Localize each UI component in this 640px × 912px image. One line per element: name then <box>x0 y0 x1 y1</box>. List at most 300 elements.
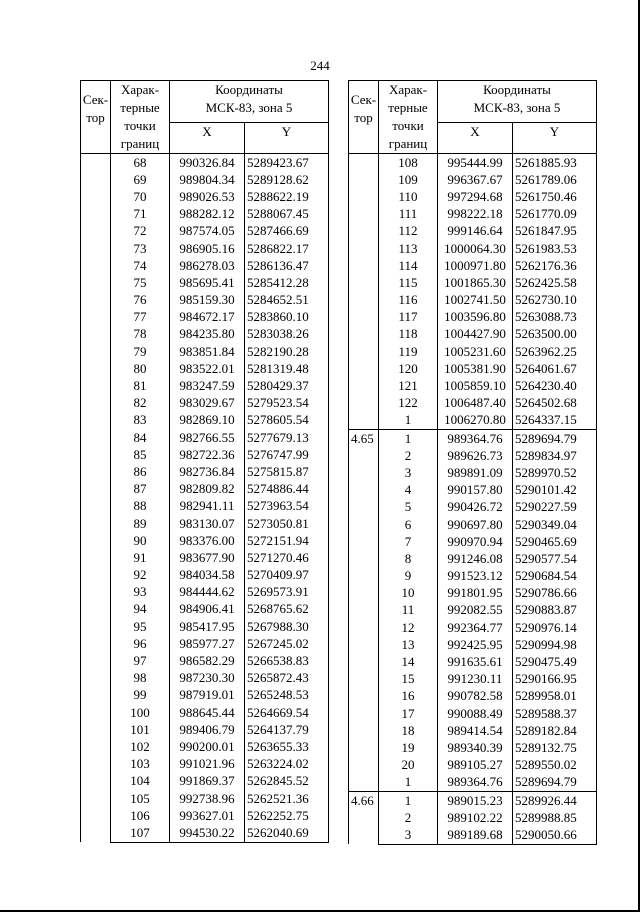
x-coordinate: 985695.41 <box>170 274 245 291</box>
table-row <box>81 824 329 842</box>
table-row <box>81 429 329 446</box>
table-row <box>349 533 597 550</box>
table-row <box>349 240 597 257</box>
point-number: 72 <box>111 223 170 240</box>
x-coordinate: 995444.99 <box>438 154 513 172</box>
y-coordinate: 5289926.44 <box>513 791 597 809</box>
y-coordinate: 5261750.46 <box>513 188 597 205</box>
x-coordinate: 1002741.50 <box>438 292 513 309</box>
y-header: Y <box>245 123 329 154</box>
x-coordinate: 991869.37 <box>170 773 245 790</box>
x-coordinate: 998222.18 <box>438 206 513 223</box>
x-coordinate: 990326.84 <box>170 154 245 172</box>
table-row <box>349 499 597 516</box>
x-coordinate: 984444.62 <box>170 584 245 601</box>
table-row <box>349 739 597 756</box>
coordinates-header: Координаты МСК-83, зона 5 <box>170 81 329 123</box>
sector-cell <box>349 791 379 844</box>
y-coordinate: 5272151.94 <box>245 532 329 549</box>
y-coordinate: 5290465.69 <box>513 533 597 550</box>
table-row <box>81 721 329 738</box>
table-row <box>349 791 597 809</box>
x-coordinate: 985417.95 <box>170 618 245 635</box>
point-number: 85 <box>111 446 170 463</box>
x-coordinate: 986582.29 <box>170 652 245 669</box>
point-number: 13 <box>379 636 438 653</box>
y-coordinate: 5288067.45 <box>245 206 329 223</box>
x-coordinate: 1004427.90 <box>438 326 513 343</box>
table-row <box>81 377 329 394</box>
x-coordinate: 982722.36 <box>170 446 245 463</box>
x-coordinate: 993627.01 <box>170 807 245 824</box>
x-coordinate: 983376.00 <box>170 532 245 549</box>
x-coordinate: 985977.27 <box>170 635 245 652</box>
point-number: 75 <box>111 274 170 291</box>
point-number: 90 <box>111 532 170 549</box>
point-number: 87 <box>111 481 170 498</box>
x-coordinate: 997294.68 <box>438 188 513 205</box>
sector-cell <box>349 430 379 792</box>
point-number: 73 <box>111 240 170 257</box>
point-number: 102 <box>111 738 170 755</box>
y-coordinate: 5261789.06 <box>513 171 597 188</box>
table-row <box>81 549 329 566</box>
table-row <box>349 326 597 343</box>
table-row <box>81 171 329 188</box>
point-number: 68 <box>111 154 170 172</box>
sector-label <box>349 154 378 156</box>
y-coordinate: 5264230.40 <box>513 377 597 394</box>
point-number: 2 <box>379 447 438 464</box>
x-coordinate: 1005859.10 <box>438 377 513 394</box>
point-number: 113 <box>379 240 438 257</box>
table-row <box>349 757 597 774</box>
table-row <box>349 395 597 412</box>
y-coordinate: 5274886.44 <box>245 481 329 498</box>
point-number: 16 <box>379 688 438 705</box>
x-coordinate: 989189.68 <box>438 826 513 844</box>
table-row <box>81 292 329 309</box>
point-number: 119 <box>379 343 438 360</box>
x-coordinate: 985159.30 <box>170 292 245 309</box>
table-row <box>349 360 597 377</box>
point-number: 17 <box>379 705 438 722</box>
y-coordinate: 5285412.28 <box>245 274 329 291</box>
table-row <box>81 687 329 704</box>
table-row <box>349 722 597 739</box>
point-number: 70 <box>111 188 170 205</box>
point-number: 69 <box>111 171 170 188</box>
table-row <box>81 704 329 721</box>
table-row <box>81 738 329 755</box>
table-row <box>349 705 597 722</box>
point-number: 76 <box>111 292 170 309</box>
table-row <box>81 807 329 824</box>
x-coordinate: 988282.12 <box>170 206 245 223</box>
point-number: 91 <box>111 549 170 566</box>
table-row <box>81 309 329 326</box>
table-row <box>349 223 597 240</box>
point-number: 121 <box>379 377 438 394</box>
table-row <box>349 188 597 205</box>
table-row <box>81 206 329 223</box>
x-coordinate: 1000064.30 <box>438 240 513 257</box>
point-number: 7 <box>379 533 438 550</box>
table-row <box>349 568 597 585</box>
table-row <box>81 532 329 549</box>
x-coordinate: 1000971.80 <box>438 257 513 274</box>
point-number: 94 <box>111 601 170 618</box>
table-row <box>81 515 329 532</box>
x-coordinate: 990088.49 <box>438 705 513 722</box>
table-row <box>349 619 597 636</box>
point-number: 110 <box>379 188 438 205</box>
y-coordinate: 5290786.66 <box>513 585 597 602</box>
y-coordinate: 5262730.10 <box>513 292 597 309</box>
table-row <box>81 240 329 257</box>
x-coordinate: 982736.84 <box>170 463 245 480</box>
point-number: 88 <box>111 498 170 515</box>
y-coordinate: 5289588.37 <box>513 705 597 722</box>
x-coordinate: 990157.80 <box>438 482 513 499</box>
y-coordinate: 5290101.42 <box>513 482 597 499</box>
table-row <box>349 154 597 172</box>
x-coordinate: 986278.03 <box>170 257 245 274</box>
y-coordinate: 5277679.13 <box>245 429 329 446</box>
x-coordinate: 1006270.80 <box>438 412 513 430</box>
x-coordinate: 982809.82 <box>170 481 245 498</box>
point-number: 74 <box>111 257 170 274</box>
point-number: 105 <box>111 790 170 807</box>
sector-header <box>81 81 111 154</box>
x-coordinate: 984672.17 <box>170 309 245 326</box>
table-row <box>349 688 597 705</box>
x-coordinate: 982869.10 <box>170 412 245 429</box>
x-coordinate: 983851.84 <box>170 343 245 360</box>
y-coordinate: 5263500.00 <box>513 326 597 343</box>
table-row <box>81 412 329 429</box>
y-coordinate: 5289694.79 <box>513 430 597 448</box>
coordinates-header: Координаты МСК-83, зона 5 <box>438 81 597 123</box>
x-coordinate: 992082.55 <box>438 602 513 619</box>
y-coordinate: 5289423.67 <box>245 154 329 172</box>
point-number: 3 <box>379 826 438 844</box>
y-coordinate: 5266538.83 <box>245 652 329 669</box>
y-coordinate: 5282190.28 <box>245 343 329 360</box>
x-coordinate: 989105.27 <box>438 757 513 774</box>
y-coordinate: 5281319.48 <box>245 360 329 377</box>
table-row <box>81 360 329 377</box>
table-row <box>81 446 329 463</box>
point-number: 19 <box>379 739 438 756</box>
coordinates-table-left <box>80 80 329 843</box>
y-coordinate: 5263224.02 <box>245 756 329 773</box>
y-coordinate: 5262252.75 <box>245 807 329 824</box>
table-row <box>81 223 329 240</box>
point-number: 10 <box>379 585 438 602</box>
y-coordinate: 5290349.04 <box>513 516 597 533</box>
point-number: 109 <box>379 171 438 188</box>
point-number: 11 <box>379 602 438 619</box>
table-row <box>349 482 597 499</box>
table-row <box>349 602 597 619</box>
y-coordinate: 5273050.81 <box>245 515 329 532</box>
y-coordinate: 5264669.54 <box>245 704 329 721</box>
y-coordinate: 5261847.95 <box>513 223 597 240</box>
sector-header-line: тор <box>86 110 105 125</box>
x-coordinate: 991246.08 <box>438 550 513 567</box>
x-coordinate: 989364.76 <box>438 774 513 792</box>
x-coordinate: 991801.95 <box>438 585 513 602</box>
page-number: 244 <box>310 58 330 73</box>
y-coordinate: 5290994.98 <box>513 636 597 653</box>
y-coordinate: 5290227.59 <box>513 499 597 516</box>
x-coordinate: 989626.73 <box>438 447 513 464</box>
y-coordinate: 5290050.66 <box>513 826 597 844</box>
point-number: 118 <box>379 326 438 343</box>
point-number: 5 <box>379 499 438 516</box>
point-number: 106 <box>111 807 170 824</box>
left-table-body <box>81 154 329 843</box>
x-coordinate: 989026.53 <box>170 188 245 205</box>
x-coordinate: 1006487.40 <box>438 395 513 412</box>
table-row <box>81 326 329 343</box>
y-coordinate: 5283038.26 <box>245 326 329 343</box>
point-number: 1 <box>379 412 438 430</box>
x-coordinate: 989406.79 <box>170 721 245 738</box>
table-row <box>349 309 597 326</box>
table-row <box>349 636 597 653</box>
point-number: 115 <box>379 274 438 291</box>
point-number: 108 <box>379 154 438 172</box>
x-coordinate: 984906.41 <box>170 601 245 618</box>
table-row <box>349 274 597 291</box>
y-coordinate: 5289132.75 <box>513 739 597 756</box>
y-coordinate: 5268765.62 <box>245 601 329 618</box>
x-coordinate: 991523.12 <box>438 568 513 585</box>
table-row <box>81 463 329 480</box>
point-number: 77 <box>111 309 170 326</box>
y-coordinate: 5283860.10 <box>245 309 329 326</box>
y-coordinate: 5289550.02 <box>513 757 597 774</box>
point-number: 71 <box>111 206 170 223</box>
table-row <box>81 343 329 360</box>
points-header: Харак- терные точки границ <box>379 81 438 154</box>
x-coordinate: 1003596.80 <box>438 309 513 326</box>
x-coordinate: 982941.11 <box>170 498 245 515</box>
point-number: 2 <box>379 809 438 826</box>
x-coordinate: 983130.07 <box>170 515 245 532</box>
y-coordinate: 5261770.09 <box>513 206 597 223</box>
table-row <box>81 670 329 687</box>
point-number: 111 <box>379 206 438 223</box>
x-coordinate: 992425.95 <box>438 636 513 653</box>
y-coordinate: 5264502.68 <box>513 395 597 412</box>
x-header: X <box>170 123 245 154</box>
point-number: 1 <box>379 791 438 809</box>
coordinates-table-right <box>348 80 597 845</box>
point-number: 116 <box>379 292 438 309</box>
x-coordinate: 983677.90 <box>170 549 245 566</box>
x-coordinate: 994530.22 <box>170 824 245 842</box>
table-row <box>81 601 329 618</box>
point-number: 107 <box>111 824 170 842</box>
point-number: 99 <box>111 687 170 704</box>
point-number: 79 <box>111 343 170 360</box>
y-coordinate: 5271270.46 <box>245 549 329 566</box>
y-coordinate: 5290166.95 <box>513 671 597 688</box>
table-row <box>349 774 597 792</box>
y-coordinate: 5289834.97 <box>513 447 597 464</box>
x-coordinate: 991635.61 <box>438 653 513 670</box>
table-row <box>81 635 329 652</box>
point-number: 9 <box>379 568 438 585</box>
y-coordinate: 5290577.54 <box>513 550 597 567</box>
point-number: 112 <box>379 223 438 240</box>
point-number: 92 <box>111 567 170 584</box>
table-row <box>349 206 597 223</box>
x-coordinate: 990782.58 <box>438 688 513 705</box>
y-coordinate: 5263655.33 <box>245 738 329 755</box>
x-coordinate: 990200.01 <box>170 738 245 755</box>
point-number: 20 <box>379 757 438 774</box>
point-number: 96 <box>111 635 170 652</box>
point-number: 122 <box>379 395 438 412</box>
y-coordinate: 5273963.54 <box>245 498 329 515</box>
table-row <box>349 464 597 481</box>
point-number: 1 <box>379 774 438 792</box>
table-row <box>81 790 329 807</box>
x-coordinate: 989364.76 <box>438 430 513 448</box>
point-number: 100 <box>111 704 170 721</box>
table-row <box>81 395 329 412</box>
table-row <box>81 154 329 172</box>
x-coordinate: 990697.80 <box>438 516 513 533</box>
x-coordinate: 990970.94 <box>438 533 513 550</box>
point-number: 12 <box>379 619 438 636</box>
y-coordinate: 5264061.67 <box>513 360 597 377</box>
table-row <box>81 567 329 584</box>
y-coordinate: 5289958.01 <box>513 688 597 705</box>
y-coordinate: 5290883.87 <box>513 602 597 619</box>
table-row <box>81 274 329 291</box>
table-row <box>81 188 329 205</box>
point-number: 78 <box>111 326 170 343</box>
point-number: 4 <box>379 482 438 499</box>
point-number: 98 <box>111 670 170 687</box>
points-header: Харак- терные точки границ <box>111 81 170 154</box>
table-row <box>349 412 597 430</box>
y-coordinate: 5275815.87 <box>245 463 329 480</box>
x-coordinate: 984235.80 <box>170 326 245 343</box>
y-coordinate: 5289694.79 <box>513 774 597 792</box>
point-number: 114 <box>379 257 438 274</box>
y-coordinate: 5278605.54 <box>245 412 329 429</box>
table-row <box>349 377 597 394</box>
point-number: 6 <box>379 516 438 533</box>
y-coordinate: 5262845.52 <box>245 773 329 790</box>
x-coordinate: 989891.09 <box>438 464 513 481</box>
table-row <box>81 756 329 773</box>
point-number: 81 <box>111 377 170 394</box>
y-coordinate: 5263088.73 <box>513 309 597 326</box>
y-coordinate: 5265248.53 <box>245 687 329 704</box>
x-coordinate: 987919.01 <box>170 687 245 704</box>
point-number: 117 <box>379 309 438 326</box>
point-number: 15 <box>379 671 438 688</box>
x-coordinate: 990426.72 <box>438 499 513 516</box>
point-number: 103 <box>111 756 170 773</box>
y-coordinate: 5289128.62 <box>245 171 329 188</box>
y-coordinate: 5267988.30 <box>245 618 329 635</box>
y-coordinate: 5262176.36 <box>513 257 597 274</box>
x-coordinate: 991021.96 <box>170 756 245 773</box>
x-coordinate: 1005231.60 <box>438 343 513 360</box>
y-coordinate: 5290976.14 <box>513 619 597 636</box>
y-header: Y <box>513 123 597 154</box>
point-number: 14 <box>379 653 438 670</box>
table-row <box>81 773 329 790</box>
table-row <box>81 498 329 515</box>
y-coordinate: 5276747.99 <box>245 446 329 463</box>
x-coordinate: 984034.58 <box>170 567 245 584</box>
table-row <box>349 257 597 274</box>
y-coordinate: 5290475.49 <box>513 653 597 670</box>
y-coordinate: 5279523.54 <box>245 395 329 412</box>
y-coordinate: 5264137.79 <box>245 721 329 738</box>
point-number: 97 <box>111 652 170 669</box>
y-coordinate: 5264337.15 <box>513 412 597 430</box>
x-coordinate: 986905.16 <box>170 240 245 257</box>
x-coordinate: 989414.54 <box>438 722 513 739</box>
y-coordinate: 5270409.97 <box>245 567 329 584</box>
x-coordinate: 992364.77 <box>438 619 513 636</box>
x-coordinate: 983029.67 <box>170 395 245 412</box>
table-row <box>349 671 597 688</box>
y-coordinate: 5289182.84 <box>513 722 597 739</box>
y-coordinate: 5262425.58 <box>513 274 597 291</box>
y-coordinate: 5284652.51 <box>245 292 329 309</box>
table-row <box>349 550 597 567</box>
sector-label: 4.66 <box>351 792 374 808</box>
table-row <box>81 481 329 498</box>
sector-header: Сек- тор <box>349 81 379 154</box>
x-coordinate: 1001865.30 <box>438 274 513 291</box>
point-number: 95 <box>111 618 170 635</box>
y-coordinate: 5262040.69 <box>245 824 329 842</box>
y-coordinate: 5267245.02 <box>245 635 329 652</box>
table-row <box>81 618 329 635</box>
point-number: 8 <box>379 550 438 567</box>
x-coordinate: 1005381.90 <box>438 360 513 377</box>
y-coordinate: 5263962.25 <box>513 343 597 360</box>
y-coordinate: 5262521.36 <box>245 790 329 807</box>
table-row <box>349 585 597 602</box>
x-header: X <box>438 123 513 154</box>
right-table-body <box>349 154 597 845</box>
x-coordinate: 983247.59 <box>170 377 245 394</box>
x-coordinate: 987230.30 <box>170 670 245 687</box>
y-coordinate: 5269573.91 <box>245 584 329 601</box>
x-coordinate: 989340.39 <box>438 739 513 756</box>
sector-header-line: Сек- <box>82 92 109 107</box>
sector-label: 4.65 <box>351 431 374 446</box>
table-row <box>349 171 597 188</box>
table-row <box>81 257 329 274</box>
point-number: 80 <box>111 360 170 377</box>
x-coordinate: 999146.64 <box>438 223 513 240</box>
point-number: 18 <box>379 722 438 739</box>
